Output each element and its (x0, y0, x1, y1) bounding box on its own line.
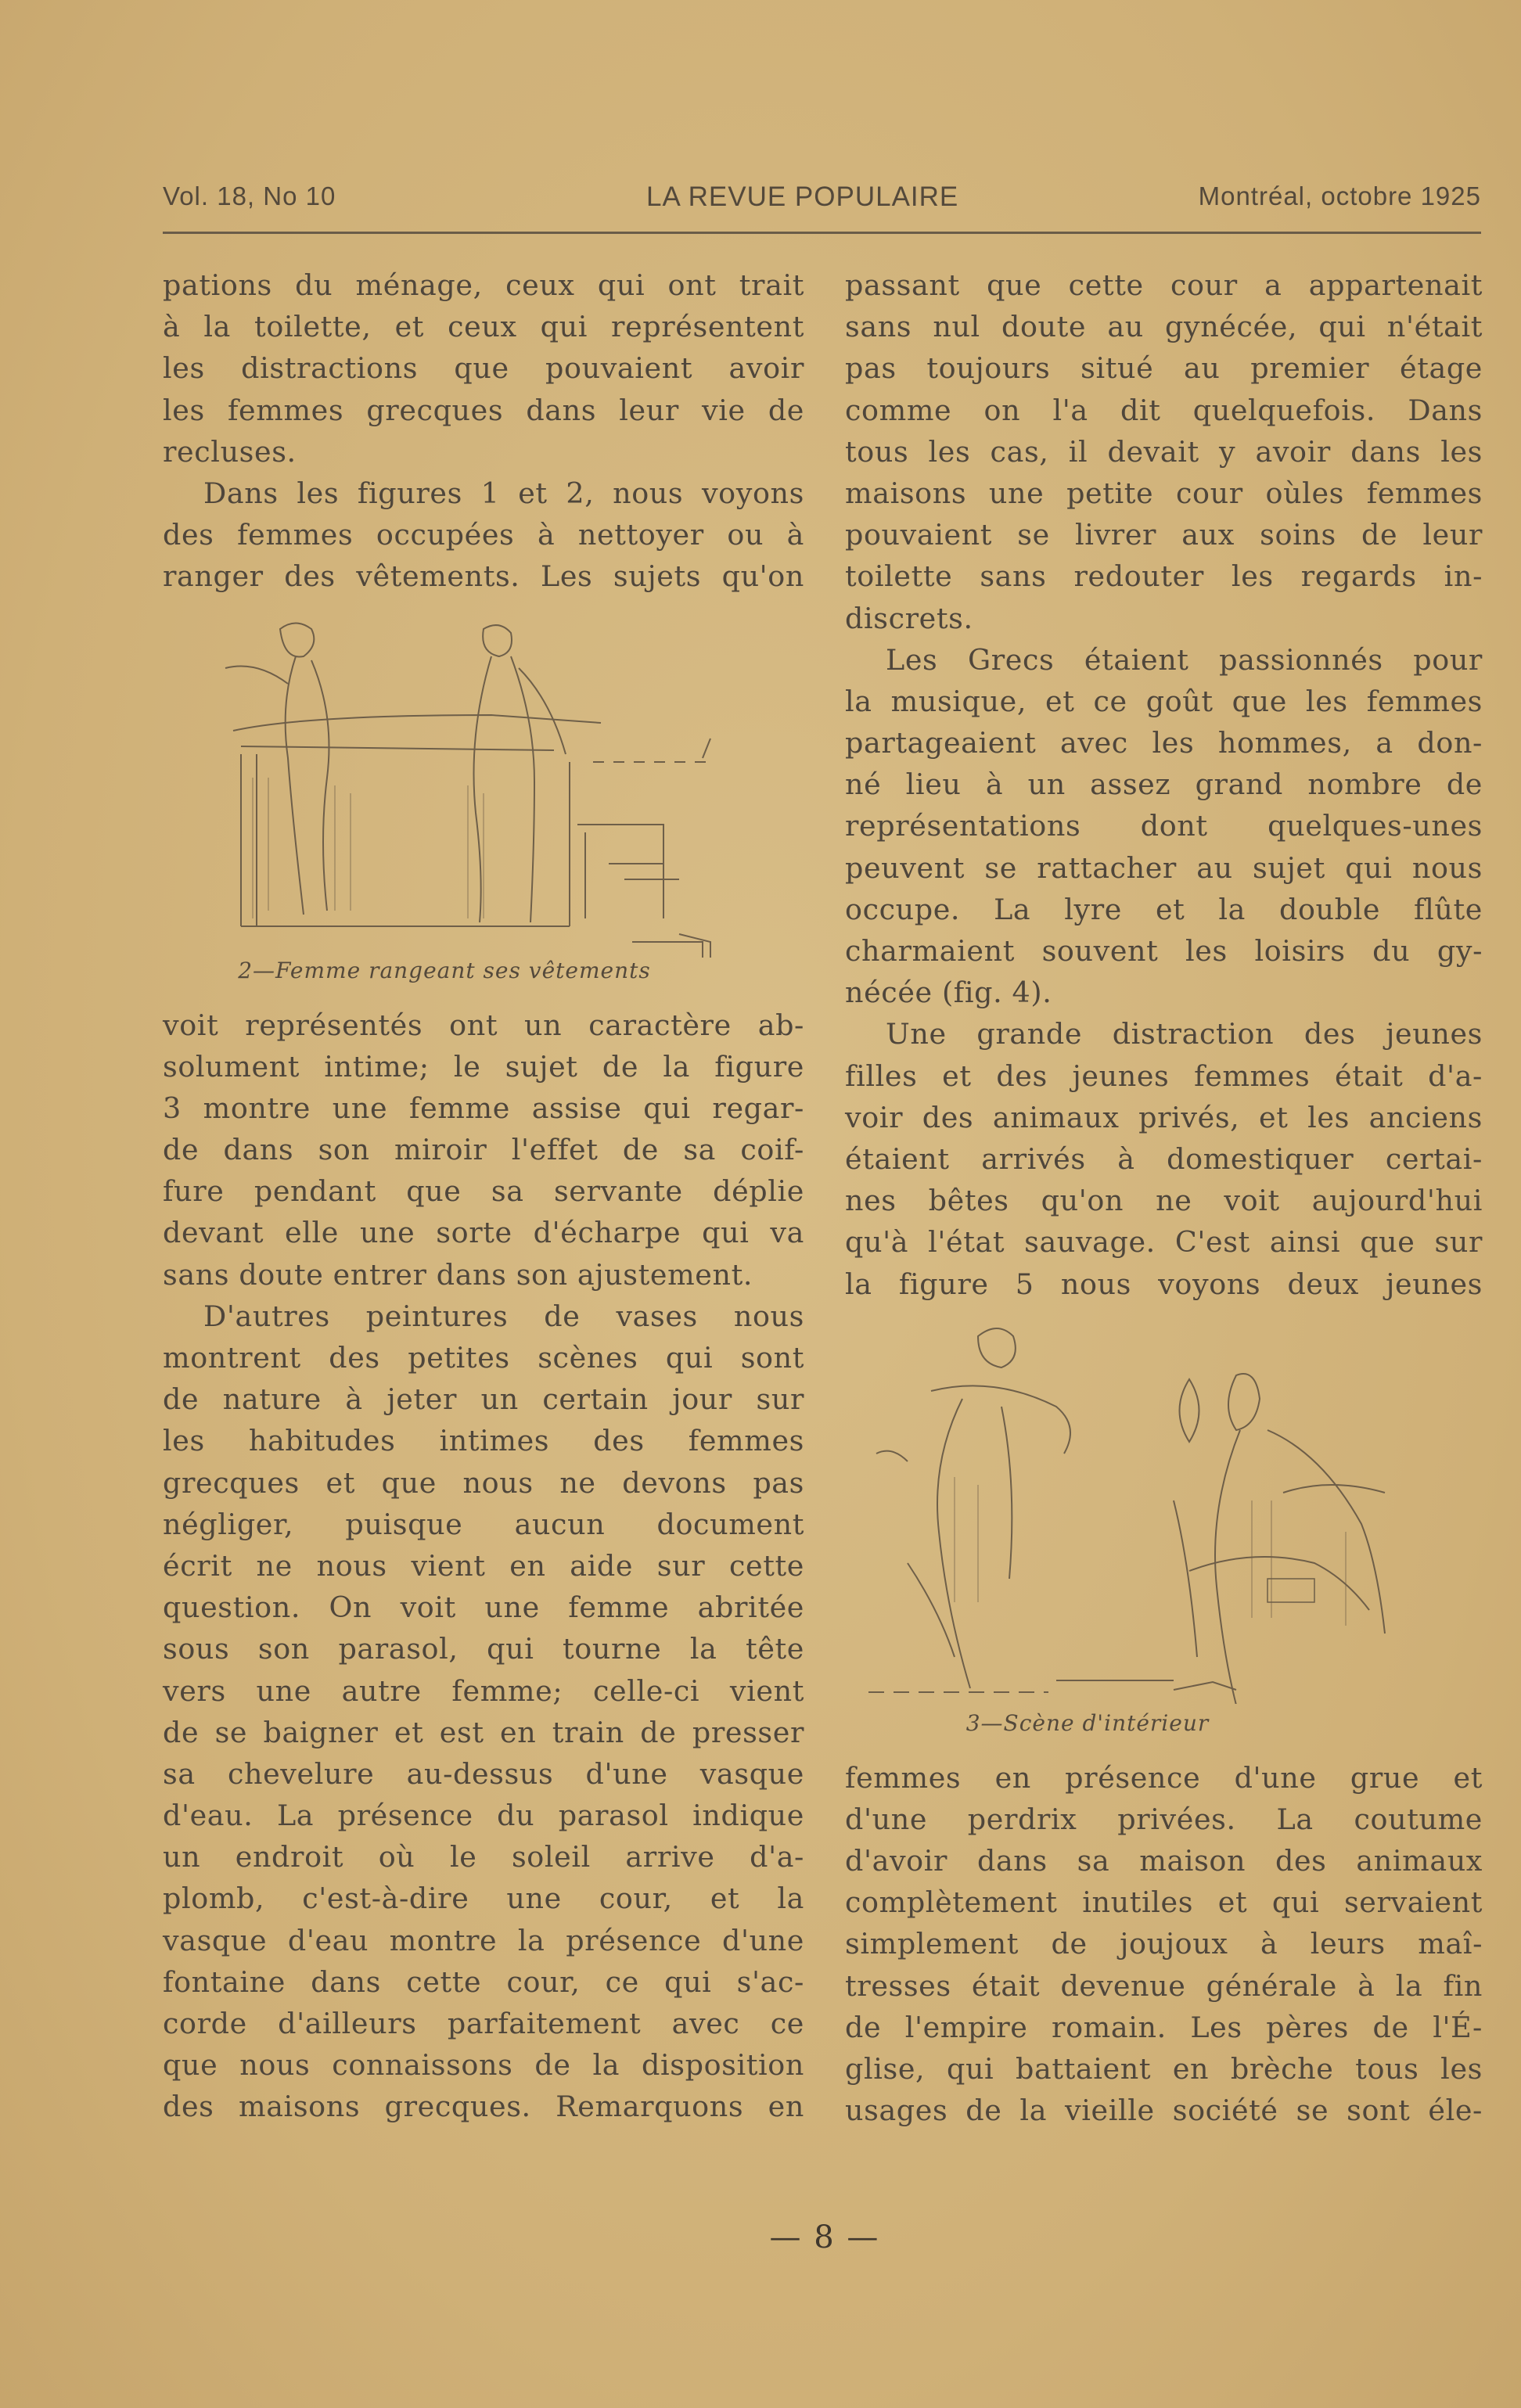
text-line: nécée (fig. 4). (845, 976, 1052, 1010)
text-line: de l'empire romain. Les pères de l'É- (845, 2010, 1483, 2044)
volume-number: Vol. 18, No 10 (163, 181, 336, 210)
text-line: tresses était devenue générale à la fin (845, 1968, 1483, 2003)
figure-3 (845, 1305, 1483, 1757)
left-column (163, 264, 804, 2128)
text-line: recluses. (163, 434, 297, 469)
text-line: négliger, puisque aucun document (163, 1507, 804, 1541)
text-line: voir des animaux privés, et les anciens (845, 1100, 1483, 1134)
place-date: Montréal, octobre 1925 (1198, 181, 1481, 210)
text-line: corde d'ailleurs parfaitement avec ce (163, 2007, 804, 2040)
right-column (845, 264, 1483, 2131)
text-line: devant elle une sorte d'écharpe qui va (163, 1216, 804, 1250)
text-line: représentations dont quelques-unes (845, 809, 1483, 843)
text-line: les distractions que pouvaient avoir (163, 351, 804, 386)
text-line: complètement inutiles et qui servaient (845, 1885, 1483, 1920)
figure-2-caption: 2—Femme rangeant ses vêtements (238, 957, 651, 983)
text-line: que nous connaissons de la disposition (163, 2048, 804, 2083)
text-line: à la toilette, et ceux qui représentent (163, 310, 804, 344)
text-line: voit représentés ont un caractère ab- (163, 1008, 804, 1042)
text-line: Dans les figures 1 et 2, nous voyons (203, 476, 804, 510)
text-line: d'une perdrix privées. La coutume (845, 1802, 1483, 1836)
text-line: simplement de joujoux à leurs maî- (845, 1927, 1483, 1961)
publication-title: LA REVUE POPULAIRE (646, 181, 959, 212)
paragraph (845, 264, 1483, 639)
text-line: usages de la vieille société se sont éle- (845, 2094, 1483, 2128)
text-line: fontaine dans cette cour, ce qui s'ac- (163, 1964, 804, 1999)
text-line: né lieu à un assez grand nombre de (845, 767, 1483, 802)
text-line: sans doute entrer dans son ajustement. (163, 1257, 753, 1292)
text-line: montrent des petites scènes qui sont (163, 1341, 804, 1375)
text-line: glise, qui battaient en brèche tous les (845, 2052, 1483, 2086)
text-line: pas toujours situé au premier étage (845, 351, 1483, 386)
text-line: de dans son miroir l'effet de sa coif- (163, 1133, 804, 1167)
text-line: peuvent se rattacher au sujet qui nous (845, 850, 1483, 885)
text-line: nes bêtes qu'on ne voit aujourd'hui (845, 1184, 1483, 1218)
text-line: étaient arrivés à domestiquer certai- (845, 1141, 1483, 1176)
text-line: comme on l'a dit quelquefois. Dans (845, 393, 1483, 427)
text-line: la musique, et ce goût que les femmes (845, 684, 1483, 718)
figure-2 (163, 598, 804, 1005)
paragraph (163, 473, 804, 598)
text-line: femmes en présence d'une grue et (845, 1760, 1483, 1795)
paragraph (163, 264, 804, 473)
text-line: les habitudes intimes des femmes (163, 1424, 804, 1458)
paragraph (163, 1296, 804, 2128)
text-line: maisons une petite cour oùles femmes (845, 476, 1483, 510)
text-line: sous son parasol, qui tourne la tête (163, 1632, 804, 1666)
text-line: écrit ne nous vient en aide sur cette (163, 1548, 804, 1583)
text-line: passant que cette cour a appartenait (845, 268, 1483, 302)
page-number: — 8 — (769, 2219, 880, 2255)
text-line: vers une autre femme; celle-ci vient (163, 1673, 804, 1708)
text-line: des femmes occupées à nettoyer ou à (163, 518, 804, 552)
text-line: occupe. La lyre et la double flûte (845, 892, 1483, 926)
text-line: filles et des jeunes femmes était d'a- (845, 1058, 1483, 1093)
text-line: ranger des vêtements. Les sujets qu'on (163, 559, 804, 594)
text-line: vasque d'eau montre la présence d'une (163, 1923, 804, 1957)
text-line: de nature à jeter un certain jour sur (163, 1382, 804, 1417)
running-header (163, 181, 1481, 228)
text-line: plomb, c'est-à-dire une cour, et la (163, 1881, 804, 1916)
paragraph (845, 1013, 1483, 1304)
text-line: fure pendant que sa servante déplie (163, 1174, 804, 1209)
text-line: discrets. (845, 601, 973, 635)
text-line: des maisons grecques. Remarquons en (163, 2090, 804, 2124)
text-line: Les Grecs étaient passionnés pour (886, 642, 1483, 677)
text-line: toilette sans redouter les regards in- (845, 559, 1483, 594)
text-line: la figure 5 nous voyons deux jeunes (845, 1267, 1483, 1301)
figure-3-caption: 3—Scène d'intérieur (965, 1709, 1210, 1736)
text-line: charmaient souvent les loisirs du gy- (845, 934, 1483, 968)
text-line: pations du ménage, ceux qui ont trait (163, 268, 804, 302)
text-line: d'eau. La présence du parasol indique (163, 1799, 804, 1833)
text-line: un endroit où le soleil arrive d'a- (163, 1840, 804, 1874)
text-line: grecques et que nous ne devons pas (163, 1465, 804, 1500)
text-line: qu'à l'état sauvage. C'est ainsi que sur (845, 1225, 1483, 1260)
paragraph (845, 1757, 1483, 2132)
text-line: question. On voit une femme abritée (163, 1590, 804, 1625)
figure-3-illustration (845, 1305, 1483, 1704)
paragraph (163, 1005, 804, 1296)
paragraph (845, 639, 1483, 1014)
text-line: sans nul doute au gynécée, qui n'était (845, 310, 1483, 344)
figure-2-illustration (163, 598, 804, 958)
text-line: d'avoir dans sa maison des animaux (845, 1844, 1483, 1878)
header-rule (163, 232, 1481, 234)
text-line: partageaient avec les hommes, a don- (845, 726, 1483, 760)
text-line: les femmes grecques dans leur vie de (163, 393, 804, 427)
text-line: pouvaient se livrer aux soins de leur (845, 518, 1483, 552)
text-line: Une grande distraction des jeunes (886, 1017, 1483, 1051)
text-line: D'autres peintures de vases nous (203, 1299, 804, 1333)
text-line: tous les cas, il devait y avoir dans les (845, 434, 1483, 469)
text-line: solument intime; le sujet de la figure (163, 1049, 804, 1084)
text-line: sa chevelure au-dessus d'une vasque (163, 1756, 804, 1791)
text-line: de se baigner et est en train de presser (163, 1715, 804, 1749)
text-line: 3 montre une femme assise qui regar- (163, 1091, 804, 1125)
